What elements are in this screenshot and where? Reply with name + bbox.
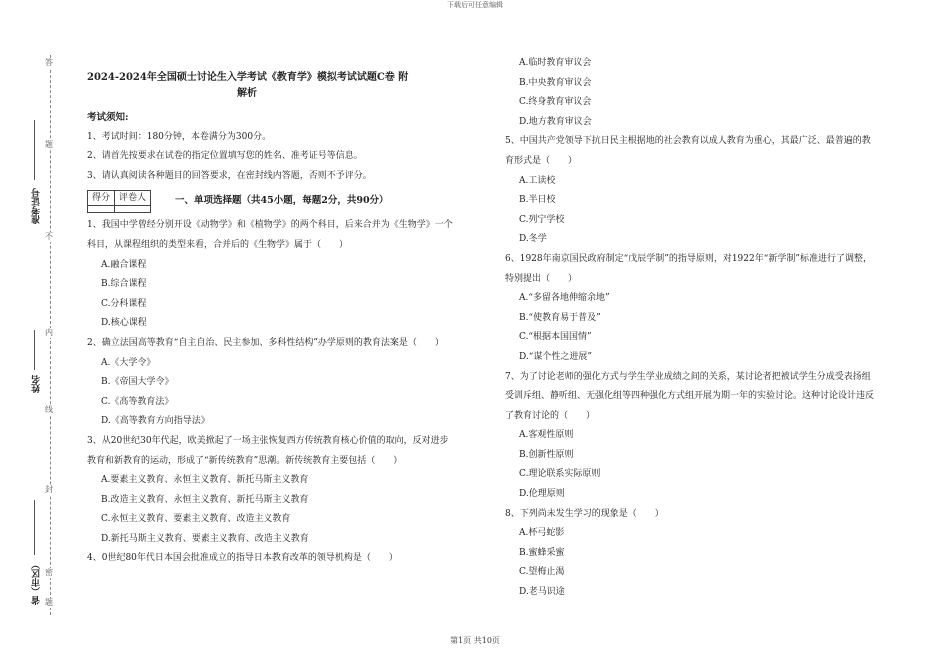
left-column	[87, 70, 487, 569]
grader-label: 评卷人	[115, 191, 151, 206]
question-stem: 1、我国中学曾经分别开设《动物学》和《植物学》的两个科目，后来合并为《生物学》一个	[87, 220, 453, 231]
answer-option: B.综合课程	[101, 279, 147, 290]
question-stem: 6、1928年南京国民政府制定“戊辰学制”的指导原则，对1922年“新学制”标准进行了调整，	[505, 253, 872, 264]
answer-option: C.“根据本国国情”	[519, 332, 592, 343]
question-stem: 受训斥组、静听组、无强化组等四种强化方式组开展为期一年的实验讨论。这种讨论设计违反	[505, 391, 875, 402]
answer-option: A.《大学令》	[101, 357, 156, 368]
question	[505, 368, 920, 505]
answer-option: C.望梅止渴	[519, 567, 565, 578]
question	[505, 505, 920, 603]
province-blank	[34, 500, 35, 555]
answer-option: D.伦理原则	[519, 489, 565, 500]
answer-option: C.理论联系实际原则	[519, 469, 601, 480]
seal-char: 线	[45, 405, 53, 414]
seal-char: 题	[45, 598, 53, 607]
question-stem: 育形式是（ ）	[505, 155, 578, 166]
question	[505, 132, 920, 250]
answer-option: D.核心课程	[101, 318, 147, 329]
answer-option: B.半日校	[519, 195, 556, 206]
answer-option: B.“使教育易于普及”	[519, 312, 601, 323]
notice-item: 3、请认真阅读各种题目的回答要求，在密封线内答题，否则不予评分。	[87, 170, 372, 181]
question-stem: 了教育讨论的（ ）	[505, 410, 596, 421]
score-row	[87, 188, 487, 210]
seal-char: 不	[45, 232, 53, 241]
answer-option: D.《高等教育方向指导法》	[101, 416, 210, 427]
admission-blank	[34, 120, 35, 180]
answer-option: A.临时教育审议会	[519, 58, 592, 68]
question	[87, 334, 487, 432]
answer-option: A.要素主义教育、永恒主义教育、新托马斯主义教育	[101, 475, 309, 486]
name-label: 姓名	[32, 375, 42, 393]
page-footer: 第1页 共10页	[450, 636, 500, 645]
header-note: 下载后可任意编辑	[447, 1, 503, 9]
answer-option: B.《帝国大学令》	[101, 377, 174, 388]
score-box	[87, 190, 151, 213]
seal-char: 封	[45, 485, 53, 494]
answer-option: D.新托马斯主义教育、要素主义教育、改造主义教育	[101, 533, 309, 544]
answer-option: A.杯弓蛇影	[519, 528, 565, 539]
answer-option: A.工读校	[519, 175, 556, 186]
score-label: 得分	[88, 191, 115, 206]
notice-item: 2、请首先按要求在试卷的指定位置填写您的姓名、准考证号等信息。	[87, 151, 363, 162]
answer-option: B.蜜蜂采蜜	[519, 547, 565, 558]
question-stem: 8、下列尚未发生学习的现象是（ ）	[505, 508, 664, 519]
answer-option: A.“多留各地伸缩余地”	[519, 293, 610, 304]
answer-option: D.老马识途	[519, 587, 565, 598]
answer-option: C.列宁学校	[519, 214, 565, 225]
answer-option: D.冬学	[519, 234, 547, 245]
title-line: 2024-2024年全国硕士讨论生入学考试《教育学》模拟考试试题C卷 附	[87, 72, 409, 83]
question	[87, 216, 487, 334]
answer-option: D.地方教育审议会	[519, 116, 592, 127]
answer-option: C.《高等教育法》	[101, 396, 174, 407]
notice-heading: 考试须知:	[87, 112, 129, 123]
seal-char: 密	[45, 568, 53, 577]
question-stem: 科目，从课程组织的类型来看，合并后的《生物学》属于（ ）	[87, 239, 349, 250]
answer-option: B.创新性原则	[519, 449, 574, 460]
seal-char: 题	[45, 140, 53, 149]
question-stem: 3、从20世纪30年代起，欧美掀起了一场主张恢复西方传统教育核心价值的取向，反对进步	[87, 435, 449, 446]
document-title	[87, 70, 487, 102]
province-label: 省（市区）	[32, 560, 42, 605]
question-stem: 特别提出（ ）	[505, 273, 578, 284]
answer-option: D.“谋个性之进展”	[519, 351, 592, 362]
answer-option: C.终身教育审议会	[519, 97, 592, 108]
title-line: 解析	[237, 88, 257, 99]
answer-option: C.分科课程	[101, 298, 147, 309]
section-title: 一、单项选择题（共45小题，每题2分，共90分）	[175, 195, 389, 207]
right-column	[505, 54, 920, 603]
answer-option: C.永恒主义教育、要素主义教育、改造主义教育	[101, 514, 291, 525]
question-stem: 2、确立法国高等教育“自主自治、民主参加、多科性结构”办学原则的教育法案是（ ）	[87, 337, 444, 348]
question-stem: 5、中国共产党领导下抗日民主根据地的社会教育以成人教育为重心，其最广泛、最普遍的教	[505, 136, 871, 147]
question-stem: 4、0世纪80年代日本国会批准成立的指导日本教育改革的领导机构是（ ）	[87, 553, 398, 564]
question	[87, 432, 487, 550]
question	[87, 549, 487, 569]
answer-option: A.客观性原则	[519, 430, 574, 441]
name-blank	[34, 330, 35, 370]
question	[505, 250, 920, 368]
answer-option: B.改造主义教育、永恒主义教育、新托马斯主义教育	[101, 494, 309, 505]
seal-char: 答	[45, 58, 53, 67]
seal-char: 内	[45, 328, 53, 337]
notice-item: 1、考试时间：180分钟，本卷满分为300分。	[87, 131, 272, 142]
admission-number-label: 准考证号	[32, 188, 42, 224]
question-stem: 教育和新教育的运动，形成了“新传统教育”思潮。新传统教育主要包括（ ）	[87, 455, 403, 466]
question-stem: 7、为了讨论老师的强化方式与学生学业成绩之间的关系，某讨论者把被试学生分成受表扬组	[505, 371, 871, 382]
answer-option: A.融合课程	[101, 259, 147, 270]
score-cell	[88, 206, 115, 213]
grader-cell	[115, 206, 151, 213]
answer-option: B.中央教育审议会	[519, 77, 592, 88]
